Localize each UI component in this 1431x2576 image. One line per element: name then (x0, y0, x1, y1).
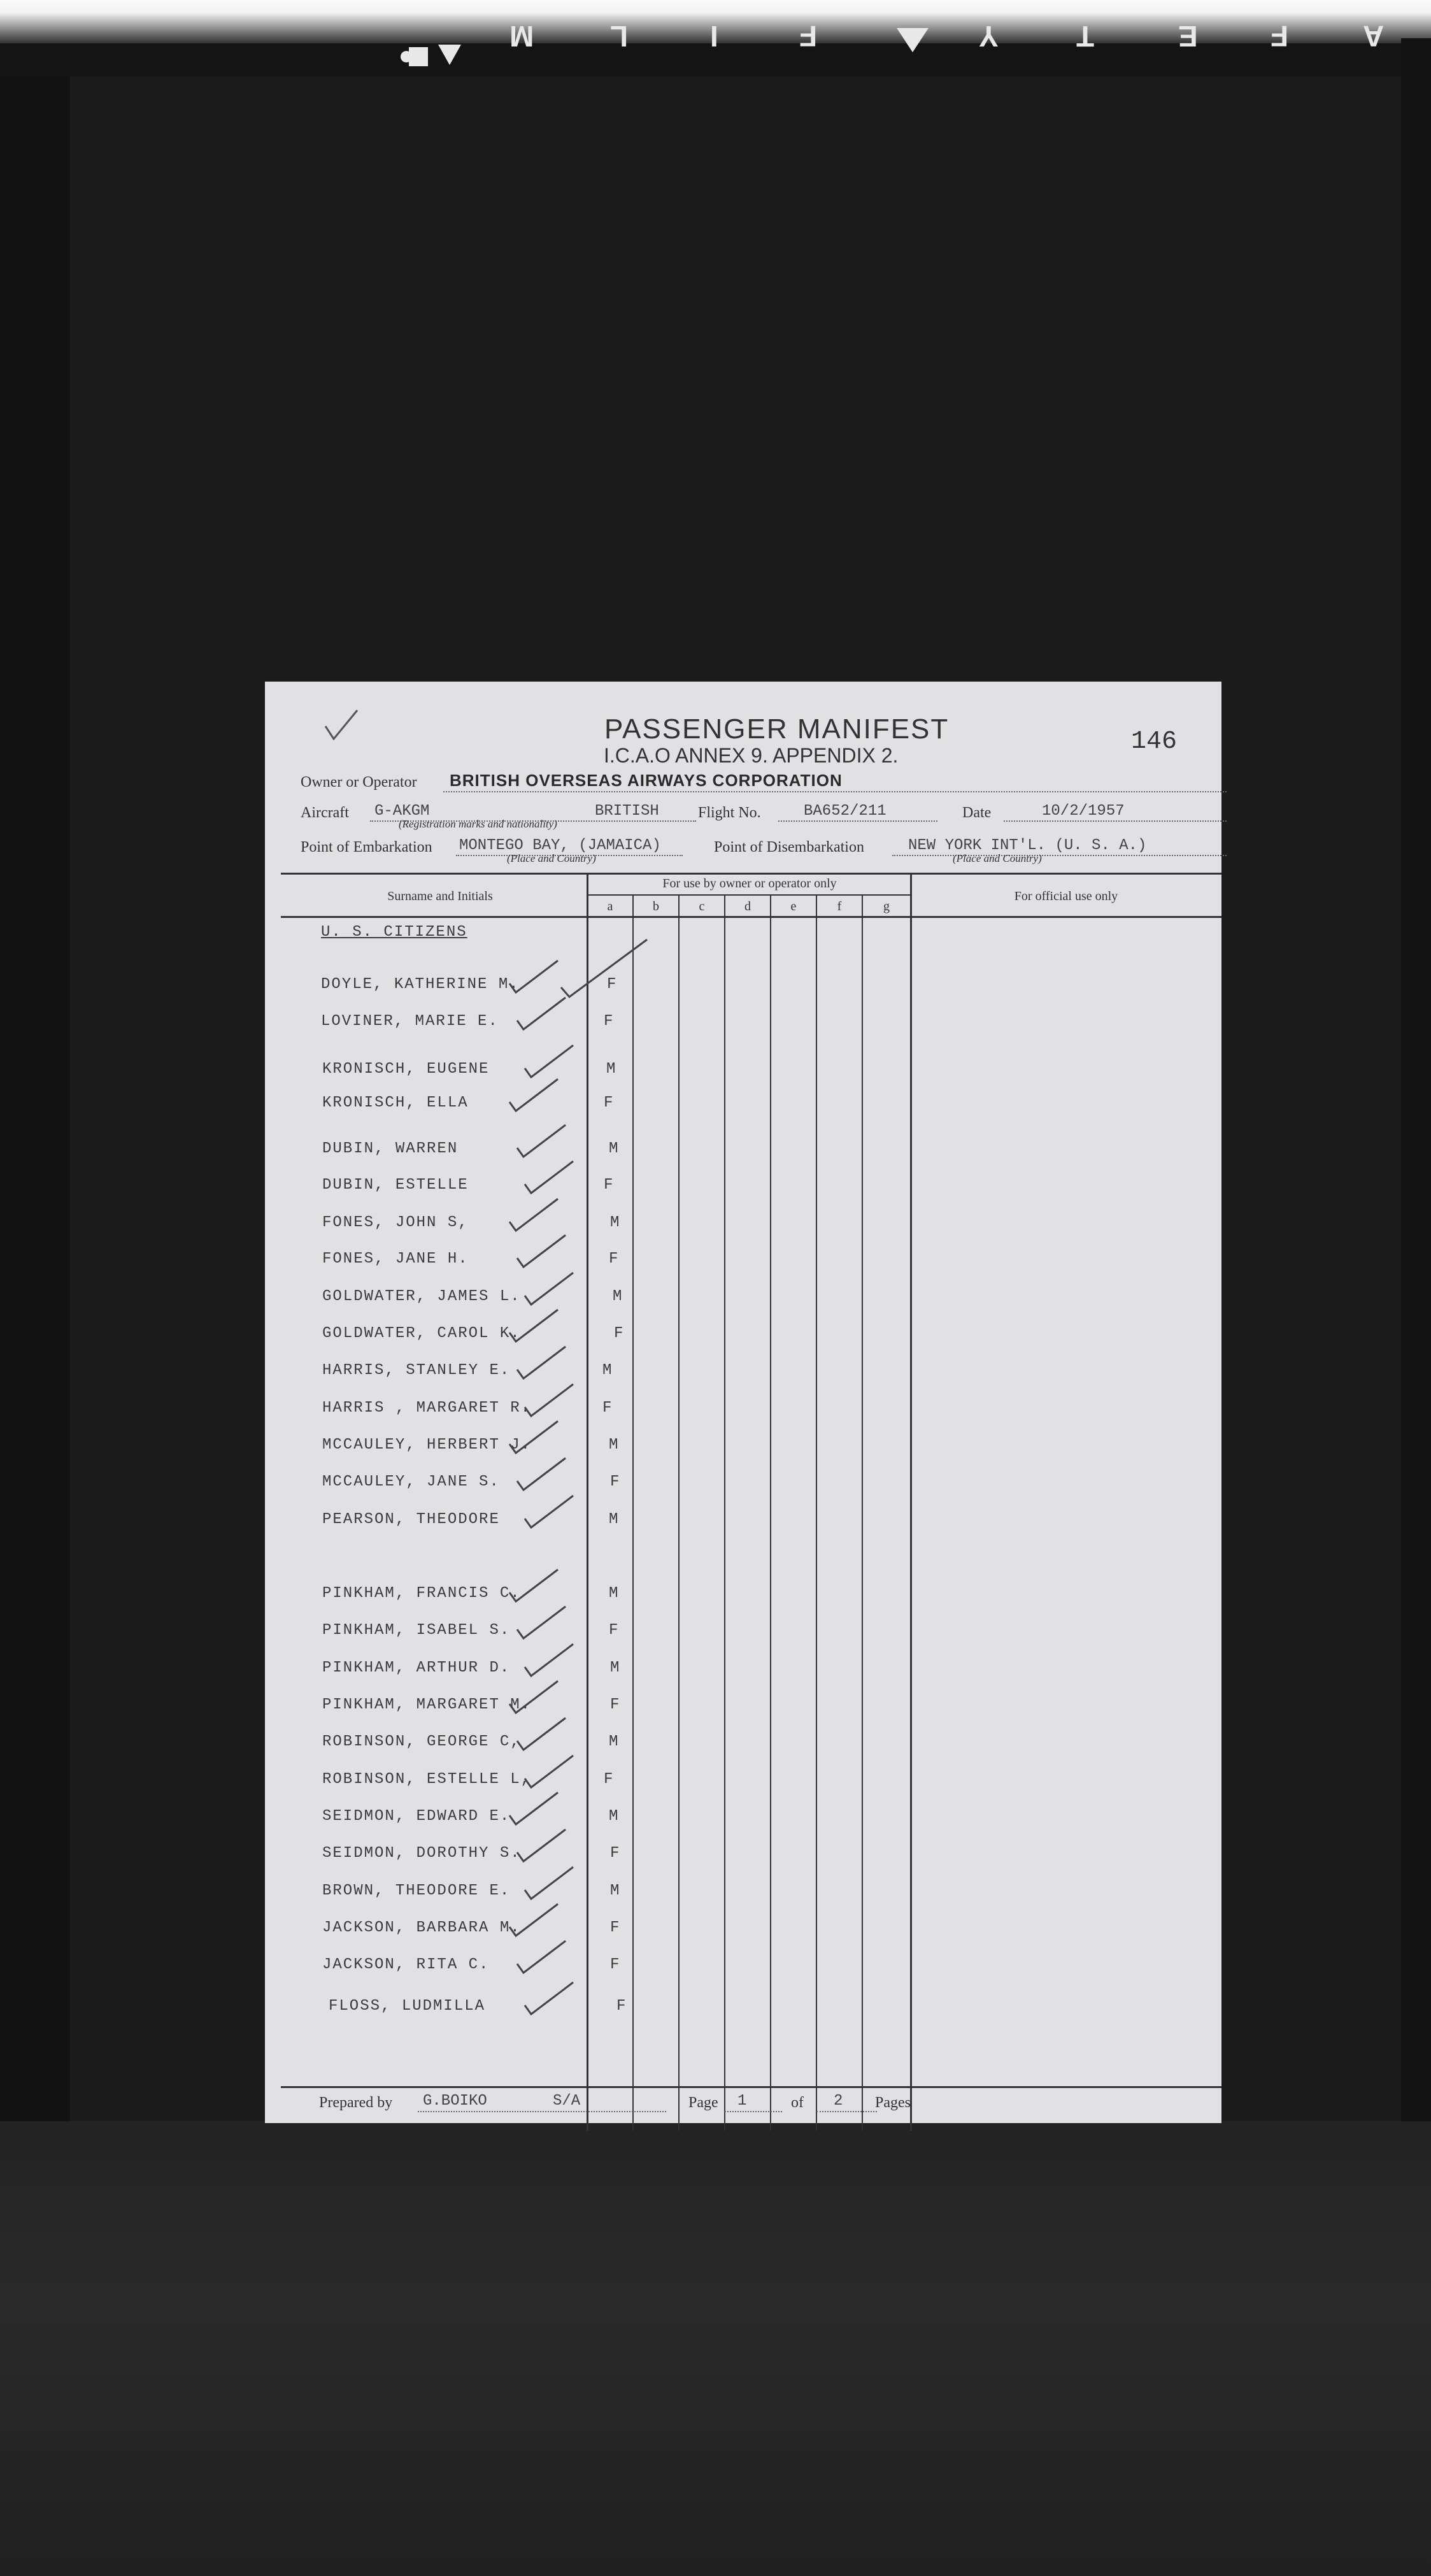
check-mark-icon (507, 1195, 564, 1233)
pages-label: Pages (875, 2094, 911, 2111)
passenger-sex: F (616, 1998, 626, 2015)
passenger-name: FONES, JANE H. (322, 1250, 469, 1268)
column-divider (816, 896, 817, 2131)
embarkation-label: Point of Embarkation (301, 839, 432, 855)
passenger-name: PINKHAM, ARTHUR D. (322, 1659, 511, 1677)
passenger-name: PINKHAM, FRANCIS C. (322, 1585, 521, 1602)
passenger-name: BROWN, THEODORE E. (322, 1882, 511, 1900)
check-mark-icon (507, 1677, 564, 1715)
manifest-document (265, 682, 1221, 2123)
passenger-name: PEARSON, THEODORE (322, 1511, 500, 1528)
column-f-header: f (837, 899, 842, 913)
check-mark-icon (522, 1041, 580, 1080)
page-value: 1 (737, 2093, 747, 2110)
check-mark-icon (507, 957, 564, 995)
passenger-name: SEIDMON, DOROTHY S. (322, 1845, 521, 1862)
passenger-sex: M (610, 1214, 620, 1231)
column-divider (724, 896, 725, 2131)
official-use-header: For official use only (1014, 889, 1118, 903)
passenger-name: KRONISCH, EUGENE (322, 1061, 490, 1078)
passenger-sex: M (606, 1061, 616, 1078)
passenger-sex: F (610, 1956, 620, 1973)
column-a-header: a (607, 899, 613, 913)
passenger-name: MCCAULEY, HERBERT J. (322, 1436, 532, 1454)
manifest-title: PASSENGER MANIFEST (604, 713, 950, 745)
passenger-sex: F (610, 1919, 620, 1936)
check-mark-icon (507, 1075, 564, 1113)
passenger-name: LOVINER, MARIE E. (321, 1013, 499, 1030)
manifest-subtitle: I.C.A.O ANNEX 9. APPENDIX 2. (604, 744, 899, 767)
passenger-sex: F (610, 1473, 620, 1491)
check-mark-icon (507, 1900, 564, 1938)
column-divider (910, 873, 912, 2131)
passenger-sex: M (609, 1511, 618, 1528)
date-line (1004, 820, 1227, 822)
pages-line (816, 2111, 877, 2112)
check-mark-icon (522, 1157, 580, 1196)
prepared-value: G.BOIKO (423, 2093, 487, 2110)
passenger-name: ROBINSON, ESTELLE L, (322, 1771, 532, 1788)
check-mark-icon (515, 1231, 572, 1270)
passenger-name: FONES, JOHN S, (322, 1214, 469, 1231)
passenger-name: GOLDWATER, CAROL K. (322, 1325, 521, 1342)
passenger-name: DUBIN, ESTELLE (322, 1177, 469, 1194)
column-e-header: e (790, 899, 797, 913)
page-number: 146 (1131, 727, 1178, 756)
passenger-sex: M (610, 1882, 620, 1900)
passenger-sex: F (602, 1399, 612, 1417)
film-letter: E (1178, 20, 1198, 53)
aircraft-registration: G-AKGM (374, 803, 430, 820)
check-mark-icon (558, 933, 660, 1010)
check-mark-icon (515, 1343, 572, 1381)
check-mark-icon (522, 1979, 580, 2017)
aircraft-note: (Registration marks and nationality) (399, 818, 557, 830)
passenger-name: DUBIN, WARREN (322, 1140, 459, 1157)
embarkation-note: (Place and Country) (507, 852, 596, 864)
passenger-sex: F (604, 1177, 613, 1194)
film-letter: F (1271, 20, 1289, 53)
check-mark-icon (507, 1789, 564, 1827)
of-label: of (791, 2094, 804, 2111)
passenger-sex: F (610, 1696, 620, 1714)
passenger-sex: F (604, 1094, 613, 1112)
passenger-sex: M (602, 1362, 612, 1379)
passenger-name: FLOSS, LUDMILLA (329, 1998, 486, 2015)
passenger-sex: F (614, 1325, 623, 1342)
check-mark-icon (522, 1640, 580, 1678)
column-b-header: b (653, 899, 659, 913)
passenger-sex: F (607, 976, 616, 993)
passenger-name: JACKSON, BARBARA M. (322, 1919, 521, 1936)
film-letter: M (509, 20, 534, 53)
page-line (725, 2111, 782, 2112)
disembarkation-note: (Place and Country) (953, 852, 1042, 864)
film-letter: A (1363, 20, 1385, 53)
check-mark-icon (522, 1380, 580, 1419)
check-mark-icon (515, 1826, 572, 1864)
table-header-rule (281, 916, 1221, 918)
passenger-sex: M (610, 1659, 620, 1677)
passenger-sex: M (609, 1436, 618, 1454)
column-divider (678, 896, 680, 2131)
check-mark-icon (522, 1492, 580, 1530)
passenger-sex: F (609, 1250, 618, 1268)
check-mark-icon (515, 1121, 572, 1159)
column-g-header: g (883, 899, 890, 913)
passenger-name: GOLDWATER, JAMES L. (322, 1288, 521, 1305)
square-mark-icon (400, 45, 429, 70)
check-mark-icon (515, 1937, 572, 1975)
passenger-sex: M (609, 1808, 618, 1825)
owner-label: Owner or Operator (301, 774, 417, 791)
check-mark-icon (507, 1566, 564, 1604)
column-divider (632, 896, 634, 2131)
page-label: Page (688, 2094, 718, 2111)
column-divider (587, 873, 588, 2131)
prepared-role: S/A (553, 2093, 581, 2110)
passenger-name: HARRIS, STANLEY E. (322, 1362, 511, 1379)
disembarkation-line (892, 855, 1227, 856)
passenger-name: HARRIS , MARGARET R. (322, 1399, 532, 1417)
film-letter: L (610, 20, 629, 53)
passenger-name: ROBINSON, GEORGE C, (322, 1733, 521, 1750)
check-mark-icon (522, 1269, 580, 1307)
check-mark-icon (507, 1306, 564, 1344)
passenger-sex: F (610, 1845, 620, 1862)
passenger-sex: M (613, 1288, 622, 1305)
film-bottom-area (0, 2121, 1431, 2576)
aircraft-label: Aircraft (301, 805, 349, 821)
column-d-header: d (744, 899, 751, 913)
prepared-line (418, 2111, 666, 2112)
film-letter: Y (979, 20, 999, 53)
passenger-name: MCCAULEY, JANE S. (322, 1473, 500, 1491)
date-label: Date (962, 805, 992, 821)
passenger-sex: F (604, 1013, 613, 1030)
column-divider (770, 896, 771, 2131)
triangle-mark-icon (897, 28, 929, 54)
section-title: U. S. CITIZENS (321, 924, 467, 941)
passenger-name: SEIDMON, EDWARD E. (322, 1808, 511, 1825)
table-top-rule (281, 873, 1221, 875)
pages-value: 2 (834, 2093, 843, 2110)
embarkation-value: MONTEGO BAY, (JAMAICA) (459, 837, 661, 854)
passenger-name: JACKSON, RITA C. (322, 1956, 490, 1973)
check-mark-icon (515, 1603, 572, 1641)
column-c-header: c (699, 899, 705, 913)
owner-use-header: For use by owner or operator only (662, 877, 837, 891)
film-letter: T (1076, 20, 1095, 53)
check-mark-icon (507, 1417, 564, 1456)
flight-line (778, 820, 937, 822)
check-mark-icon (522, 1863, 580, 1901)
passenger-sex: M (609, 1733, 618, 1750)
disembarkation-value: NEW YORK INT'L. (U. S. A.) (908, 837, 1147, 854)
passenger-sex: F (604, 1771, 613, 1788)
film-letter: I (710, 20, 718, 53)
column-divider (862, 896, 863, 2131)
date-value: 10/2/1957 (1042, 803, 1125, 820)
check-mark-icon (322, 707, 360, 745)
passenger-sex: M (609, 1585, 618, 1602)
passenger-name: KRONISCH, ELLA (322, 1094, 469, 1112)
owner-value: BRITISH OVERSEAS AIRWAYS CORPORATION (450, 771, 843, 790)
passenger-sex: M (609, 1140, 618, 1157)
check-mark-icon (515, 1714, 572, 1752)
passenger-name: PINKHAM, ISABEL S. (322, 1622, 511, 1639)
passenger-sex: F (609, 1622, 618, 1639)
owner-line (443, 791, 1227, 792)
surname-column-header: Surname and Initials (387, 889, 493, 903)
flight-label: Flight No. (698, 805, 761, 821)
triangle-mark-icon (438, 45, 461, 66)
disembarkation-label: Point of Disembarkation (714, 839, 864, 855)
film-letter: F (799, 20, 818, 53)
flight-value: BA652/211 (804, 803, 886, 820)
aircraft-nationality: BRITISH (595, 803, 659, 820)
prepared-label: Prepared by (319, 2094, 393, 2111)
passenger-name: DOYLE, KATHERINE M. (321, 976, 520, 993)
table-bottom-rule (281, 2086, 1221, 2088)
passenger-name: PINKHAM, MARGARET M. (322, 1696, 532, 1714)
check-mark-icon (515, 1454, 572, 1492)
check-mark-icon (522, 1752, 580, 1790)
